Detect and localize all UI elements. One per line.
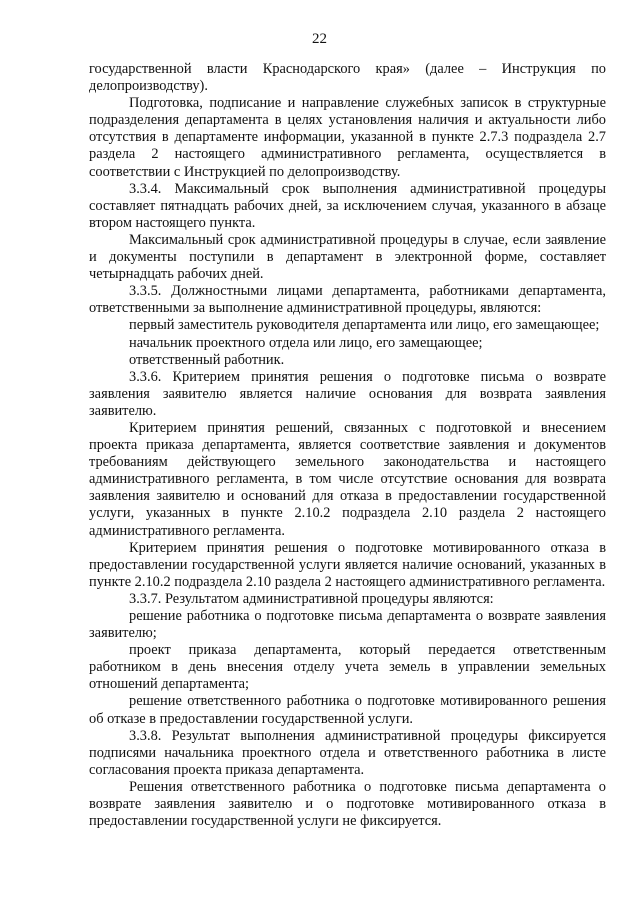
paragraph: проект приказа департамента, который передается ответственным работником в день внесения отделу учета земель в управлении земельных отношений департамента;: [89, 642, 606, 693]
paragraph: Критерием принятия решения о подготовке мотивированного отказа в предоставлении государственной услуги является наличие оснований, указанных в пункте 2.10.2 подраздела 2.10 раздела 2 настоящего административного регламента.: [89, 539, 606, 590]
paragraph: решение работника о подготовке письма департамента о возврате заявления заявителю;: [89, 608, 606, 642]
paragraph: начальник проектного отдела или лицо, его замещающее;: [129, 334, 483, 351]
paragraph: решение ответственного работника о подготовке мотивированного решения об отказе в предоставлении государственной услуги.: [89, 693, 606, 727]
paragraph: ответственный работник.: [129, 351, 285, 368]
paragraph: государственной власти Краснодарского края» (далее – Инструкция по делопроизводству).: [89, 61, 606, 95]
paragraph: Критерием принятия решений, связанных с подготовкой и внесением проекта приказа департамента, является соответствие заявления и документов требованиям действующего земельного законодательства и настоящего административного регламента, в том числе отсутствие основания для возврата заявления заявителю и оснований для отказа в предоставлении государственной услуги, указанных в пункте 2.10.2 подраздела 2.10 раздела 2 настоящего административного регламента.: [89, 419, 606, 539]
document-body: [89, 61, 606, 830]
paragraph: Максимальный срок административной процедуры в случае, если заявление и документы поступили в департамент в электронной форме, составляет четырнадцать рабочих дней.: [89, 231, 606, 283]
paragraph: 3.3.8. Результат выполнения административной процедуры фиксируется подписями начальника проектного отдела и ответственного работника в листе согласования проекта приказа департамента.: [89, 727, 606, 778]
paragraph: первый заместитель руководителя департамента или лицо, его замещающее;: [129, 317, 600, 334]
paragraph: Решения ответственного работника о подготовке письма департамента о возврате заявления заявителю и о подготовке мотивированного отказа в предоставлении государственной услуги не фиксируется.: [89, 778, 606, 830]
paragraph: 3.3.7. Результатом административной процедуры являются:: [129, 590, 494, 607]
page-number: 22: [312, 31, 327, 47]
paragraph: Подготовка, подписание и направление служебных записок в структурные подразделения департамента в целях установления наличия и актуальности либо отсутствия в департаменте информации, указанной в пункте 2.7.3 подраздела 2.7 раздела 2 настоящего административного регламента, осуществляется в соответствии с Инструкцией по делопроизводству.: [89, 95, 606, 180]
paragraph: 3.3.6. Критерием принятия решения о подготовке письма о возврате заявления заявителю является наличие основания для возврата заявления заявителю.: [89, 368, 606, 419]
paragraph: 3.3.5. Должностными лицами департамента, работниками департамента, ответственными за выполнение административной процедуры, являются:: [89, 283, 606, 317]
paragraph: 3.3.4. Максимальный срок выполнения административной процедуры составляет пятнадцать рабочих дней, за исключением случая, указанного в абзаце втором настоящего пункта.: [89, 180, 606, 231]
